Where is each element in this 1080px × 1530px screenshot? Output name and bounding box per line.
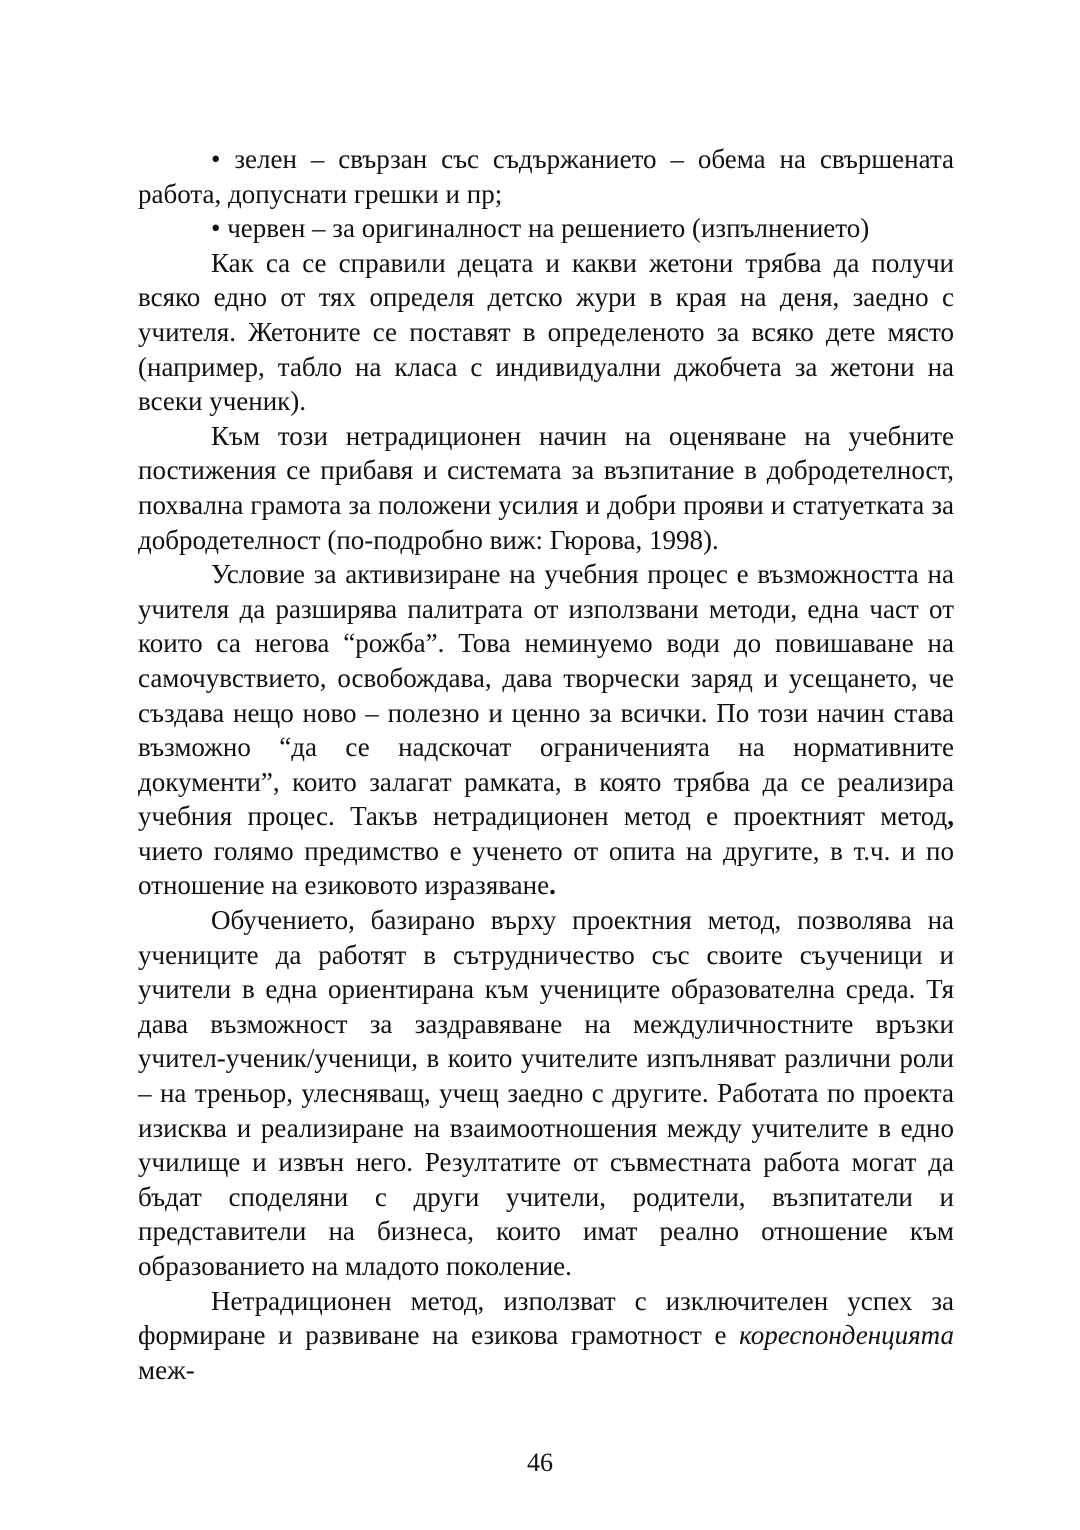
paragraph-project-method: Обучението, базирано върху проектния метод, позволява на учениците да работят в сътрудничество със своите съученици и учители в една ориентирана към учениците образователна среда. Тя дава възможност за заздравяване на междуличностните връзки учител-ученик/ученици, в които учителите изпълняват различни роли – на треньор, улесняващ, учещ заедно с другите. Работата по проекта изисква и реализиране на взаимоотношения между учителите в едно училище и извън него. Резултатите от съвместната работа могат да бъдат споделяни с други учители, родители, възпитатели и представители на бизнеса, които имат реално отношение към образованието на младото поколение. bbox=[138, 905, 954, 1281]
body-text bbox=[138, 142, 954, 1387]
paragraph-correspondence-italic: кореспонденцията bbox=[739, 1320, 954, 1351]
paragraph-activation bbox=[138, 557, 954, 903]
paragraph-jury: Как са се справили децата и какви жетони трябва да получи всяко едно от тях определя детско жури в края на деня, заедно с учителя. Жетоните се поставят в определеното за всяко дете място (например, табло на класа с индивидуални джобчета за жетони на всеки ученик). bbox=[138, 247, 954, 417]
paragraph-assessment: Към този нетрадиционен начин на оценяване на учебните постижения се прибавя и системата за възпитание в добродетелност, похвална грамота за положени усилия и добри прояви и статуетката за добродетелност (по-подробно виж: Гюрова, 1998). bbox=[138, 420, 954, 555]
paragraph-correspondence bbox=[138, 1284, 954, 1388]
paragraph-activation-text: Условие за активизиране на учебния процес е възможността на учителя да разширява палитрата от използвани методи, една част от които са негова “рожба”. Това неминуемо води до повишаване на самочувствието, освобождава, дава творчески заряд и усещането, че създава нещо ново – полезно и ценно за всички. По този начин става възможно “да се надскочат ограниченията на нормативните документи”, които залагат рамката, в която трябва да се реализира учебния процес. Такъв нетрадиционен метод е проектният метод bbox=[138, 559, 954, 832]
paragraph-correspondence-start: Нетрадиционен метод, използват с изключителен успех за формиране и развиване на езикова грамотност е bbox=[138, 1285, 954, 1351]
bullet-red: • червен – за оригиналност на решението (изпълнението) bbox=[211, 213, 870, 244]
paragraph-activation-comma: , bbox=[947, 801, 954, 832]
bullet-green: • зелен – свързан със съдържанието – обема на свършената работа, допуснати грешки и пр; bbox=[138, 144, 954, 209]
paragraph-activation-text-end: чието голямо предимство е ученето от опита на другите, в т.ч. и по отношение на езиковото изразяване bbox=[138, 835, 954, 901]
page-number: 46 bbox=[527, 1448, 553, 1477]
paragraph-correspondence-end: меж- bbox=[138, 1354, 195, 1385]
paragraph-activation-period: . bbox=[549, 870, 556, 901]
